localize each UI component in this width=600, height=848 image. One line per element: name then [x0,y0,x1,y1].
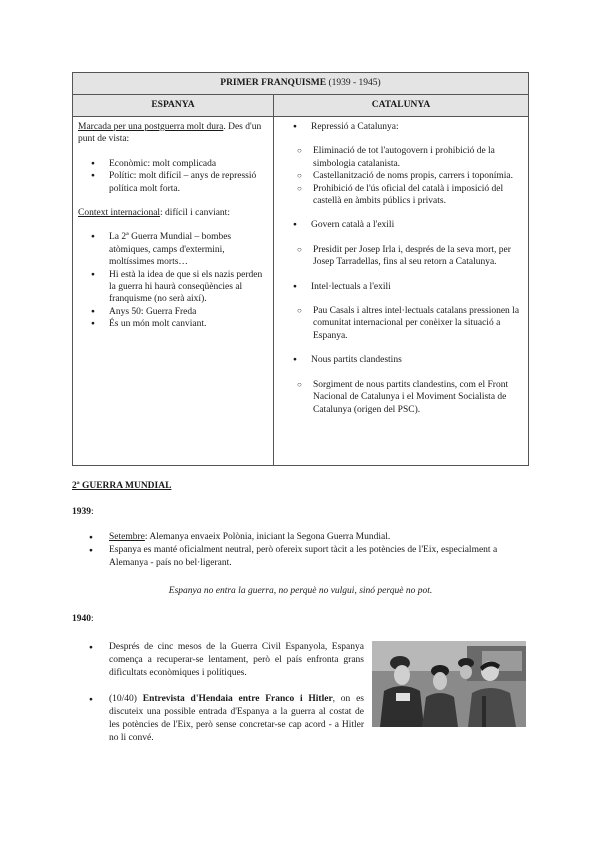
catalunya-subitems [280,145,522,207]
section-title-text: Govern català a l'exili [311,220,395,231]
list-item [72,693,364,745]
year-1939-text: 1939 [72,507,91,517]
catalunya-sections [280,121,522,416]
list-item: ○ Castellanització de noms propis, carrers i toponímia. [280,170,522,182]
year-1940-text: 1940 [72,614,91,624]
list-item: ○ Sorgiment de nous partits clandestins, com el Front Nacional de Catalunya i el Moviment Socialista de Catalunya (origen del PSC). [280,379,522,416]
summary-table [72,72,529,466]
list-item-lead: Setembre [109,532,145,542]
col-header-catalunya: CATALUNYA [274,95,529,117]
list-item-bold: Entrevista d'Hendaia entre Franco i Hitler [142,694,333,704]
list-1940 [72,641,364,745]
list-item: ● És un món molt canviant. [78,318,269,330]
espanya-context [78,207,269,219]
catalunya-section-title [280,354,522,366]
year-1940-colon: : [91,614,94,624]
espanya-context-underlined: Context internacional [78,208,161,219]
table-title-main: PRIMER FRANQUISME [220,78,327,89]
section-heading: 2ª GUERRA MUNDIAL [72,481,172,491]
list-item: ● Econòmic: molt complicada [78,158,269,170]
espanya-context-rest: : difícil i canviant: [160,208,230,219]
list-item [72,531,529,544]
list-item-text: : Alemanya envaeix Polònia, iniciant la Segona Guerra Mundial. [144,532,391,542]
year-1939-colon: : [91,507,94,517]
catalunya-subitems [280,244,522,269]
list-item-pre: (10/40) [109,694,143,704]
catalunya-section [280,121,522,133]
espanya-bullets-1 [78,158,269,195]
list-item: ● Anys 50: Guerra Freda [78,306,269,318]
year-1939-label [72,506,94,519]
quote: Espanya no entra la guerra, no perquè no vulgui, sinó perquè no pot. [168,586,433,596]
list-item [72,544,529,570]
catalunya-section [280,281,522,293]
list-item [72,641,364,680]
espanya-intro-underlined: Marcada per una postguerra molt dura [78,122,224,132]
catalunya-subitems [280,305,522,342]
table-title [73,73,529,95]
list-1939 [72,531,529,570]
cell-espanya [73,117,274,466]
photo-illustration [372,641,526,727]
list-item-text: Després de cinc mesos de la Guerra Civil Espanyola, Espanya comença a recuperar-se lentament, però el país enfronta grans dificultats econòmiques i polítiques. [109,642,364,678]
catalunya-section [280,219,522,231]
list-item: ● La 2ª Guerra Mundial – bombes atòmiques, camps d'extermini, moltíssimes morts… [78,231,269,268]
list-item: ● Hi està la idea de que si els nazis perden la guerra hi haurà conseqüències al franquisme (no serà així). [78,269,269,306]
col-header-espanya: ESPANYA [73,95,274,117]
catalunya-section-title [280,281,522,293]
catalunya-section-title [280,121,522,133]
espanya-intro [78,121,269,146]
section-title-text: Nous partits clandestins [311,355,402,366]
espanya-intro-rest: . Des d'un punt de vista: [78,122,262,145]
list-item: ○ Prohibició de l'ús oficial del català i imposició del castellà en àmbits públics i privats. [280,183,522,208]
photo-franco-hitler-icon [372,641,526,727]
table-title-years: (1939 - 1945) [326,78,381,89]
list-item-text: , on es discuteix una possible entrada d'Espanya a la guerra al costat de les potències de l'Eix, però sense concretar-se cap acord - a Hitler no li convé. [109,694,364,743]
list-item: ○ Pau Casals i altres intel·lectuals catalans pressionen la comunitat internacional per conèixer la situació a Espanya. [280,305,522,342]
catalunya-section [280,354,522,366]
list-item: ● Polític: molt difícil – anys de repressió política molt forta. [78,170,269,195]
catalunya-subitems [280,379,522,416]
cell-catalunya [274,117,529,466]
list-item-text: Espanya es manté oficialment neutral, però ofereix suport tàcit a les potències de l'Eix, especialment a Alemanya - país no bel·ligerant. [109,545,498,568]
section-title-text: Intel·lectuals a l'exili [311,281,391,292]
catalunya-section-title [280,219,522,231]
espanya-bullets-2 [78,231,269,330]
list-item: ○ Presidit per Josep Irla i, després de la seva mort, per Josep Tarradellas, fins al seu retorn a Catalunya. [280,244,522,269]
section-title-text: Repressió a Catalunya: [311,122,399,132]
list-item: ○ Eliminació de tot l'autogovern i prohibició de la simbologia catalanista. [280,145,522,170]
year-1940-label [72,613,94,626]
